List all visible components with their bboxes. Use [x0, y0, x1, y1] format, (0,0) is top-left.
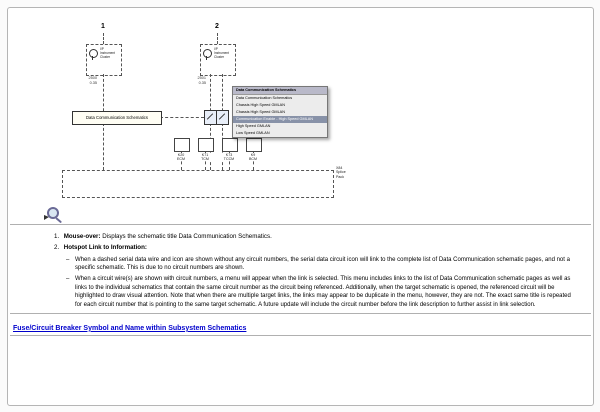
module-box [198, 138, 214, 152]
context-menu-header: Data Communication Schematics [233, 87, 327, 95]
footer-link[interactable]: Fuse/Circuit Breaker Symbol and Name within Subsystem Schematics [13, 324, 247, 332]
serial-data-link-icon[interactable] [216, 110, 229, 125]
note-item-2 [54, 243, 579, 252]
module-label: K9 BCM [242, 153, 264, 161]
module-label: K71 TCM [194, 153, 216, 161]
notes-section [8, 224, 593, 339]
document-page [7, 7, 594, 406]
note-bullet [66, 256, 579, 273]
connector-box-2 [200, 44, 236, 76]
callout-2-tick [217, 33, 218, 44]
module-box [222, 138, 238, 152]
divider [10, 224, 591, 228]
callout-1-tick [103, 33, 104, 44]
module-label: K20 ECM [170, 153, 192, 161]
bus-label: X84 Splice Pack [336, 166, 346, 179]
module-label: K73 TCCM [218, 153, 240, 161]
module-box [174, 138, 190, 152]
wire-label-2: 2501 0.35 [197, 76, 206, 85]
connector-box-1 [86, 44, 122, 76]
note-bullet [66, 275, 579, 309]
magnifier-cursor-icon [44, 206, 62, 222]
callout-1: 1 [101, 23, 105, 30]
note-bullet-text: When a dashed serial data wire and icon are shown without any circuit numbers, the serial data circuit icon will link to the complete list of Data Communication schematic pages, and not a specific schematic. This is due to no circuit numbers are shown. [75, 256, 570, 271]
bullet-marker: – [66, 256, 70, 263]
data-bus [62, 170, 334, 198]
bullet-marker: – [66, 276, 70, 283]
connector-node-icon [203, 49, 212, 58]
context-menu-item[interactable]: Chassis High Speed GMLAN [236, 103, 285, 107]
connector-node-icon [89, 49, 98, 58]
wire-label-1: 2500 0.35 [88, 76, 97, 85]
note-bullets [66, 256, 579, 309]
context-menu-item[interactable]: High Speed GMLAN [236, 124, 271, 128]
note-item-label: Hotspot Link to Information: [63, 244, 147, 252]
schematic-tooltip: Data Communication Schematics [72, 111, 162, 125]
note-item-text: Displays the schematic title Data Communication Schematics. [102, 233, 272, 240]
divider [10, 313, 591, 317]
divider [10, 335, 591, 339]
note-item-label: Mouse-over: [63, 233, 101, 240]
context-menu-item-highlighted[interactable]: Communication Enable - High Speed GMLAN [233, 116, 327, 123]
notes-list [54, 232, 579, 309]
note-item-1 [54, 232, 579, 241]
context-menu-item[interactable]: Low Speed GMLAN [236, 131, 270, 135]
note-item-number: 1. [54, 233, 60, 240]
magnifier-handle-icon [55, 217, 62, 223]
connector-1-label: I/P Instrument Cluster [100, 47, 116, 59]
context-menu-item[interactable]: Chassis High Speed GMLAN [236, 110, 285, 114]
callout-2: 2 [215, 23, 219, 30]
context-menu [232, 86, 328, 138]
tooltip-leader-line [160, 117, 204, 118]
note-item-number: 2. [54, 244, 60, 252]
connector-2-label: I/P Instrument Cluster [214, 47, 230, 59]
context-menu-item[interactable]: Data Communication Schematics [236, 96, 293, 100]
note-bullet-text: When a circuit wire(s) are shown with circuit numbers, a menu will appear when the link is selected. This menu includes links to the list of Data Communication schematic pages as well as links to the individual schematics that contain the same circuit number as the circuit being referenced. Additionally, when the target schematic is opened, the referenced circuit will be highlighted to draw visual attention. Note that when there are multiple target links, the links may appear to be duplicate in the menu, however, they are not. The exact same title is repeated for each circuit number that is pointing to the same target schematic. A future update will include the circuit number before the link description to further assist in link selection. [75, 276, 571, 308]
module-box [246, 138, 262, 152]
